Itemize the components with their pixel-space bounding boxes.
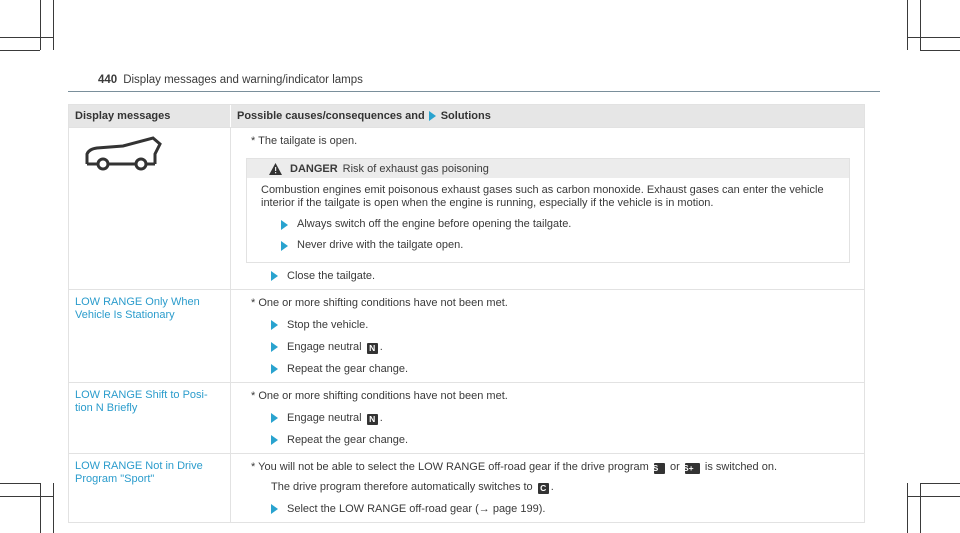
danger-text: Combustion engines emit poisonous exhaust gases such as carbon monoxide. Exhaust gases can enter the vehicle interior if the tailgate is open when the engine is running, especially if the vehicle is in motion. [261, 184, 824, 209]
play-arrow-icon [271, 435, 278, 445]
crop-mark [0, 483, 40, 484]
crop-mark [907, 0, 908, 50]
crop-mark [907, 496, 960, 497]
cause-text: * One or more shifting conditions have not been met. [251, 390, 508, 402]
cause-text: * One or more shifting conditions have not been met. [251, 297, 508, 309]
crop-mark [920, 483, 960, 484]
table-row [69, 127, 864, 289]
danger-title: Risk of exhaust gas poisoning [342, 162, 489, 175]
crop-mark [920, 50, 960, 51]
table-row [69, 453, 864, 522]
warning-triangle-icon [269, 163, 282, 175]
crop-mark [53, 0, 54, 50]
solution-step: Select the LOW RANGE off-road gear (→ page 199). [271, 502, 858, 516]
page-number: 440 [98, 74, 118, 86]
display-messages-table [68, 104, 865, 523]
comfort-key-icon: C [538, 483, 549, 494]
table-row [69, 382, 864, 453]
section-title: Display messages and warning/indicator lamps [123, 74, 363, 86]
danger-step: Always switch off the engine before opening the tailgate. [281, 218, 841, 231]
cause-text: * You will not be able to select the LOW RANGE off-road gear if the drive program S or S+ is switched on. [251, 461, 778, 473]
crop-mark [920, 0, 921, 50]
crop-mark [40, 0, 41, 50]
danger-step: Never drive with the tailgate open. [281, 239, 841, 252]
crop-mark [53, 483, 54, 533]
cause-text: * The tailgate is open. [251, 135, 358, 147]
sport-key-icon: S [654, 463, 665, 474]
play-arrow-icon [271, 413, 278, 423]
crop-mark [920, 483, 921, 533]
crop-mark [40, 483, 41, 533]
crop-mark [907, 37, 960, 38]
play-arrow-icon [429, 111, 436, 121]
danger-header [247, 159, 849, 178]
sport-plus-key-icon: S+ [685, 463, 700, 474]
play-arrow-icon [271, 320, 278, 330]
crop-mark [907, 483, 908, 533]
danger-label: DANGER [290, 162, 338, 175]
table-row [69, 289, 864, 382]
neutral-key-icon: N [367, 343, 378, 354]
neutral-key-icon: N [367, 414, 378, 425]
col-header-display-messages: Display messages [69, 105, 231, 127]
cause-cell [231, 290, 864, 382]
page-header [98, 74, 363, 86]
solution-step: Engage neutral N . [271, 411, 858, 425]
vehicle-open-tailgate-icon [83, 134, 163, 174]
display-message-cell: LOW RANGE Shift to Posi-tion N Briefly [69, 383, 231, 453]
table-header [69, 105, 864, 127]
cause-cell [231, 454, 864, 522]
solution-step: Engage neutral N . [271, 340, 858, 354]
cause-cell [231, 383, 864, 453]
danger-box [246, 158, 850, 263]
crop-mark [0, 37, 53, 38]
danger-body [247, 178, 849, 262]
play-arrow-icon [271, 342, 278, 352]
header-divider [68, 91, 880, 92]
play-arrow-icon [281, 241, 288, 251]
col-header-causes: Possible causes/consequences and Solutions [237, 110, 491, 122]
play-arrow-icon [281, 220, 288, 230]
play-arrow-icon [271, 504, 278, 514]
display-message-cell: LOW RANGE Only When Vehicle Is Stationary [69, 290, 231, 382]
crop-mark [0, 50, 40, 51]
cause-cell [231, 128, 864, 289]
crop-mark [0, 496, 53, 497]
note-text: The drive program therefore automatically switches to C . [271, 481, 554, 493]
solution-step: Repeat the gear change. [271, 433, 858, 447]
play-arrow-icon [271, 364, 278, 374]
play-arrow-icon [271, 271, 278, 281]
solution-step: Repeat the gear change. [271, 362, 858, 376]
display-message-cell [69, 128, 231, 289]
display-message-cell: LOW RANGE Not in Drive Program "Sport" [69, 454, 231, 522]
solution-step: Close the tailgate. [271, 269, 858, 283]
solution-step: Stop the vehicle. [271, 318, 858, 332]
